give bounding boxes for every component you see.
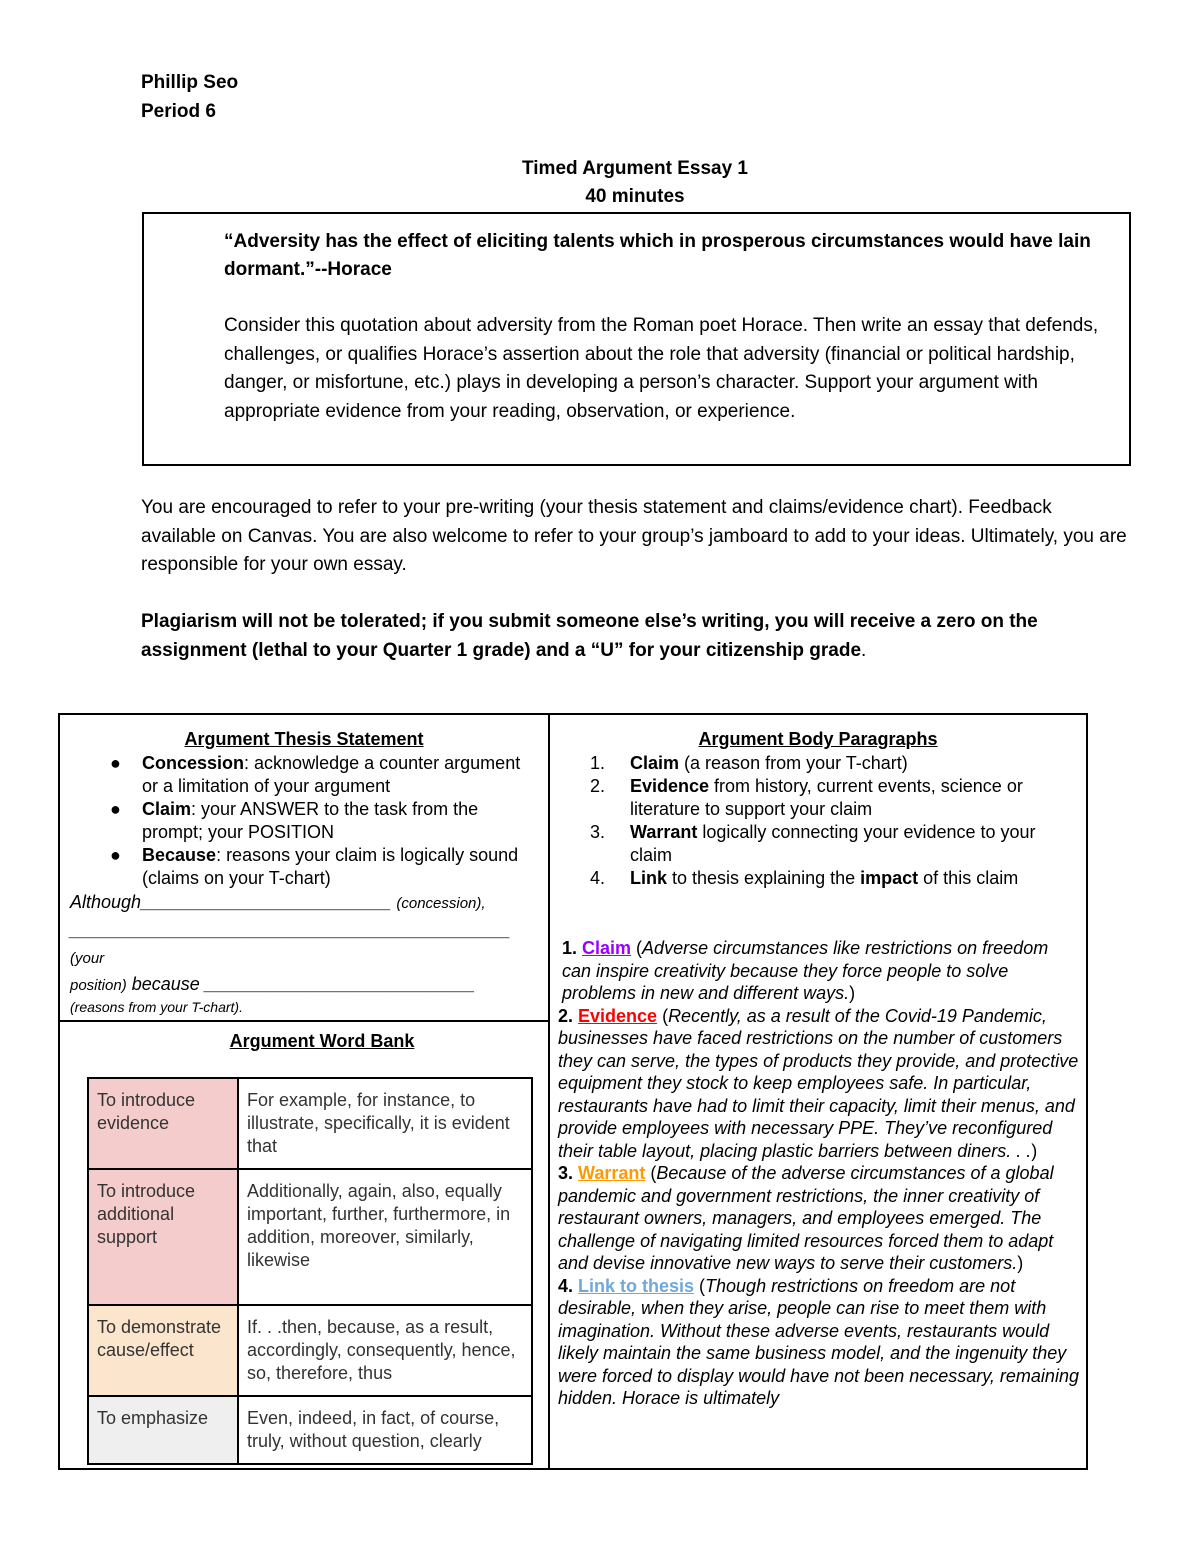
sample-text: Because of the adverse circumstances of a global pandemic and government restrictions, the inner creativity of restaurant owners, managers, and employees emerged. The challenge of navigating limited resources forced them to adapt and devise innovative new ways to serve their customers. [558, 1163, 1054, 1273]
sample-open-paren: ( [657, 1005, 669, 1026]
sample-text: Though restrictions on freedom are not desirable, when they arise, people can rise to meet them with imagination. Without these adverse events, restaurants would likely maintain the same business model, and the ingenuity they were forced to display would have not been necessary, remaining hidden. Horace is ultimately [558, 1275, 1079, 1408]
step-desc: from history, current events, science or literature to support your claim [630, 776, 1023, 819]
word-bank-category: To introduce evidence [88, 1078, 238, 1169]
page-title: Timed Argument Essay 1 [522, 158, 748, 179]
step-number: 3. [590, 822, 606, 842]
bullet-icon: ● [110, 845, 121, 865]
step-term: impact [860, 868, 919, 888]
column-divider [548, 715, 550, 1468]
step-text [630, 821, 1080, 867]
word-bank-heading: Argument Word Bank [229, 1031, 415, 1051]
bullet-icon: ● [110, 753, 121, 773]
concession-blank: _________________________ [141, 892, 392, 912]
sample-part [558, 1005, 1080, 1163]
sample-label: Evidence [578, 1005, 658, 1026]
your-label: (your [70, 950, 105, 967]
thesis-bullet-term: Concession [142, 753, 245, 773]
step-number: 2. [590, 776, 606, 796]
sample-number: 3. [558, 1163, 579, 1183]
reasons-label: (reasons from your T-chart). [70, 999, 243, 1015]
word-bank-words: If. . .then, because, as a result, accordingly, consequently, hence, so, therefore, thus [238, 1305, 532, 1396]
essay-prompt: Consider this quotation about adversity from the Roman poet Horace. Then write an essay that defends, challenges, or qualifies Horace’s assertion about the role that adversity (financial or political hardship, danger, or misfortune, etc.) plays in developing a person’s character. Support your argument with appropriate evidence from your reading, observation, or experience. [224, 315, 1099, 423]
sample-number: 2. [558, 1005, 579, 1026]
step-desc: to thesis explaining the [667, 868, 861, 888]
prompt-box [142, 212, 1131, 466]
thesis-bullet-desc: : your ANSWER to the task from the prompt; your POSITION [142, 799, 479, 842]
word-bank-row [88, 1305, 532, 1396]
sample-open-paren: ( [645, 1163, 657, 1183]
although-label: Although [70, 892, 142, 912]
body-step [590, 752, 1080, 775]
sample-part [558, 1275, 1080, 1410]
student-name: Phillip Seo [141, 72, 239, 93]
thesis-bullet [70, 844, 540, 890]
word-bank-row [88, 1078, 532, 1169]
sample-label: Link to thesis [578, 1275, 695, 1296]
class-period: Period 6 [141, 101, 216, 122]
argument-table [58, 713, 1088, 1470]
thesis-template [70, 889, 540, 1016]
word-bank-words: For example, for instance, to illustrate, specifically, it is evident that [238, 1078, 532, 1169]
sample-label: Warrant [578, 1163, 646, 1183]
plagiarism-warning-text: Plagiarism will not be tolerated; if you submit someone else’s writing, you will receive a zero on the assignment (lethal to your Quarter 1 grade) and a “U” for your citizenship grade [141, 611, 1038, 661]
concession-label: (concession), [396, 895, 486, 912]
sample-text: Recently, as a result of the Covid-19 Pandemic, businesses have faced restrictions on the number of customers they can serve, the types of products they provide, and protective equipment they stock to keep employees safe. In particular, restaurants have had to limit their capacity, limit their menus, and provide employees with necessary PPE. They’ve reconfigured their table layout, placing plastic barriers between diners. . . [558, 1005, 1079, 1161]
body-paragraphs-heading: Argument Body Paragraphs [698, 729, 938, 749]
thesis-bullet-text [142, 844, 540, 890]
word-bank-row [88, 1396, 532, 1464]
step-term: Evidence [630, 776, 710, 796]
position-blank: ____________________________________________ [70, 920, 511, 940]
sample-close-paren: ) [1017, 1253, 1024, 1273]
thesis-heading: Argument Thesis Statement [184, 729, 424, 749]
step-number: 4. [590, 868, 606, 888]
thesis-bullet-list [70, 752, 540, 890]
sample-part [558, 1162, 1080, 1275]
step-text [630, 775, 1080, 821]
word-bank-category: To emphasize [88, 1396, 238, 1464]
sample-open-paren: ( [631, 938, 643, 958]
thesis-bullet-text [142, 752, 540, 798]
sample-open-paren: ( [694, 1275, 706, 1296]
step-text [630, 752, 1080, 775]
word-bank-table [87, 1077, 533, 1465]
sample-number: 4. [558, 1275, 579, 1296]
word-bank-category: To introduce additional support [88, 1169, 238, 1305]
plagiarism-warning [141, 608, 1141, 665]
bullet-icon: ● [110, 799, 121, 819]
word-bank-words: Even, indeed, in fact, of course, truly, without question, clearly [238, 1396, 532, 1464]
thesis-bullet-term: Because [142, 845, 217, 865]
word-bank-category: To demonstrate cause/effect [88, 1305, 238, 1396]
body-step [590, 775, 1080, 821]
step-number: 1. [590, 753, 606, 773]
step-desc: of this claim [918, 868, 1019, 888]
step-term: Claim [630, 753, 680, 773]
sample-number: 1. [562, 938, 583, 958]
sample-close-paren: ) [849, 983, 856, 1003]
word-bank-row [88, 1169, 532, 1305]
thesis-bullet [70, 752, 540, 798]
thesis-bullet-term: Claim [142, 799, 192, 819]
thesis-bullet [70, 798, 540, 844]
row-divider [60, 1020, 548, 1022]
horace-quote: “Adversity has the effect of eliciting talents which in prosperous circumstances would have lain dormant.”--Horace [224, 231, 1091, 280]
step-term: Warrant [630, 822, 698, 842]
sample-body-paragraph [558, 937, 1080, 1410]
step-text [630, 867, 1080, 890]
word-bank-words: Additionally, again, also, equally important, further, furthermore, in addition, moreover, similarly, likewise [238, 1169, 532, 1305]
reasons-blank: ___________________________ [204, 974, 476, 994]
sample-close-paren: ) [1031, 1140, 1038, 1161]
thesis-bullet-desc: : reasons your claim is logically sound (claims on your T-chart) [142, 845, 519, 888]
thesis-bullet-desc: : acknowledge a counter argument or a limitation of your argument [142, 753, 521, 796]
sample-text: Adverse circumstances like restrictions on freedom can inspire creativity because they force people to solve problems in new and different ways. [562, 938, 1049, 1003]
body-step [590, 867, 1080, 890]
step-desc: (a reason from your T-chart) [679, 753, 908, 773]
body-step [590, 821, 1080, 867]
because-label: because [131, 974, 200, 994]
instructions-paragraph: You are encouraged to refer to your pre-writing (your thesis statement and claims/evidence chart). Feedback available on Canvas. You are also welcome to refer to your group’s jamboard to add to your ideas. Ultimately, you are responsible for your own essay. [141, 497, 1127, 575]
body-steps-list [590, 752, 1080, 890]
position-label: position) [70, 977, 127, 994]
sample-part [558, 937, 1080, 1005]
sample-label: Claim [582, 938, 632, 958]
step-term: Link [630, 868, 668, 888]
step-desc: logically connecting your evidence to your claim [630, 822, 1036, 865]
thesis-bullet-text [142, 798, 540, 844]
time-limit: 40 minutes [585, 186, 685, 207]
plagiarism-warning-period: . [861, 639, 867, 661]
